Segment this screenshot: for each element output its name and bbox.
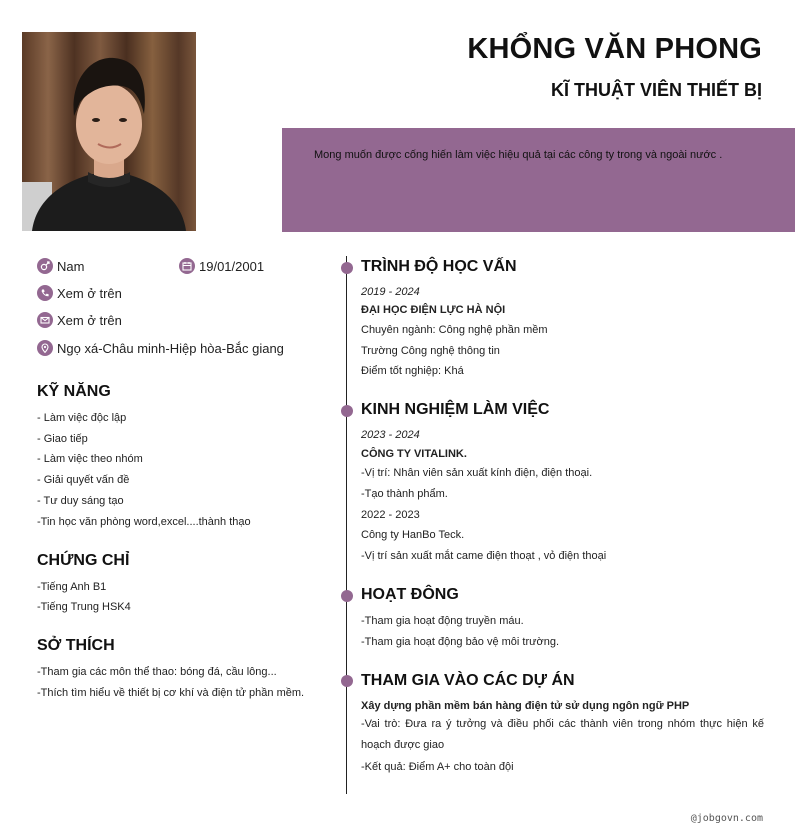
education-line: Chuyên ngành: Công nghệ phần mềm — [361, 324, 548, 336]
activity-line: -Tham gia hoạt động truyền máu. — [361, 615, 524, 627]
skill-item: - Tư duy sáng tạo — [37, 495, 124, 507]
experience-line: Công ty HanBo Teck. — [361, 529, 465, 541]
phone-value: Xem ở trên — [57, 285, 122, 301]
profile-photo — [22, 32, 196, 231]
watermark: @jobgovn.com — [690, 813, 763, 824]
career-objective: Mong muốn được cống hiến làm việc hiệu quả tại các công ty trong và ngoài nước . — [314, 149, 723, 161]
candidate-name: KHỔNG VĂN PHONG — [467, 33, 762, 65]
hobby-item: -Tham gia các môn thể thao: bóng đá, cầu lông... — [37, 666, 277, 678]
birthday-value: 19/01/2001 — [199, 258, 265, 274]
project-role: -Vai trò: Đưa ra ý tưởng và điều phối các thành viên trong nhóm thực hiện kế hoạch được giao — [361, 718, 764, 751]
experience-line: 2022 - 2023 — [361, 509, 420, 521]
phone-icon — [37, 285, 53, 301]
activities-title: HOẠT ĐÔNG — [361, 586, 459, 603]
timeline-dot — [341, 405, 353, 417]
calendar-icon — [179, 258, 195, 274]
certificate-item: -Tiếng Anh B1 — [37, 581, 107, 593]
hobbies-title: SỞ THÍCH — [37, 637, 115, 654]
experience-line: -Vị trí sản xuất mắt came điện thoạt , vỏ điện thoại — [361, 550, 607, 562]
experience-period: 2023 - 2024 — [361, 429, 420, 441]
experience-title: KINH NGHIỆM LÀM VIỆC — [361, 401, 550, 418]
email-row — [37, 312, 122, 328]
experience-line: -Tạo thành phẩm. — [361, 488, 448, 500]
gender-row — [37, 258, 84, 274]
hobby-item: -Thích tìm hiểu về thiết bị cơ khí và điện tử phần mềm. — [37, 687, 305, 699]
phone-row — [37, 285, 122, 301]
education-line: Trường Công nghệ thông tin — [361, 345, 500, 357]
career-objective-box — [282, 128, 795, 232]
gender-icon — [37, 258, 53, 274]
timeline-dot — [341, 262, 353, 274]
birthday-row — [179, 258, 264, 274]
education-title: TRÌNH ĐỘ HỌC VẤN — [361, 258, 517, 275]
experience-line: -Vị trí: Nhân viên sản xuất kính điện, điện thoại. — [361, 467, 593, 479]
project-result: -Kết quả: Điểm A+ cho toàn đội — [361, 761, 514, 773]
certificates-title: CHỨNG CHỈ — [37, 552, 130, 569]
address-value: Ngọ xá-Châu minh-Hiệp hòa-Bắc giang — [57, 340, 284, 356]
timeline-line — [346, 256, 347, 794]
skill-item: - Làm việc theo nhóm — [37, 453, 143, 465]
education-school: ĐẠI HỌC ĐIỆN LỰC HÀ NỘI — [361, 304, 506, 316]
address-row — [37, 340, 284, 356]
skills-title: KỸ NĂNG — [37, 383, 111, 400]
location-pin-icon — [37, 340, 53, 356]
timeline-dot — [341, 590, 353, 602]
skill-item: - Giải quyết vấn đề — [37, 474, 130, 486]
gender-value: Nam — [57, 258, 85, 274]
skill-item: -Tin học văn phòng word,excel....thành thạo — [37, 516, 251, 528]
certificate-item: -Tiếng Trung HSK4 — [37, 601, 131, 613]
projects-title: THAM GIA VÀO CÁC DỰ ÁN — [361, 672, 575, 689]
education-period: 2019 - 2024 — [361, 286, 420, 298]
education-line: Điểm tốt nghiệp: Khá — [361, 365, 464, 377]
experience-company: CÔNG TY VITALINK. — [361, 448, 467, 460]
email-value: Xem ở trên — [57, 312, 122, 328]
job-title: KĨ THUẬT VIÊN THIẾT BỊ — [551, 80, 762, 100]
timeline-dot — [341, 675, 353, 687]
skill-item: - Giao tiếp — [37, 433, 88, 445]
email-icon — [37, 312, 53, 328]
project-name: Xây dựng phần mềm bán hàng điện tử sử dụng ngôn ngữ PHP — [361, 700, 690, 712]
activity-line: -Tham gia hoạt động bảo vệ môi trường. — [361, 636, 560, 648]
skill-item: - Làm việc độc lập — [37, 412, 127, 424]
